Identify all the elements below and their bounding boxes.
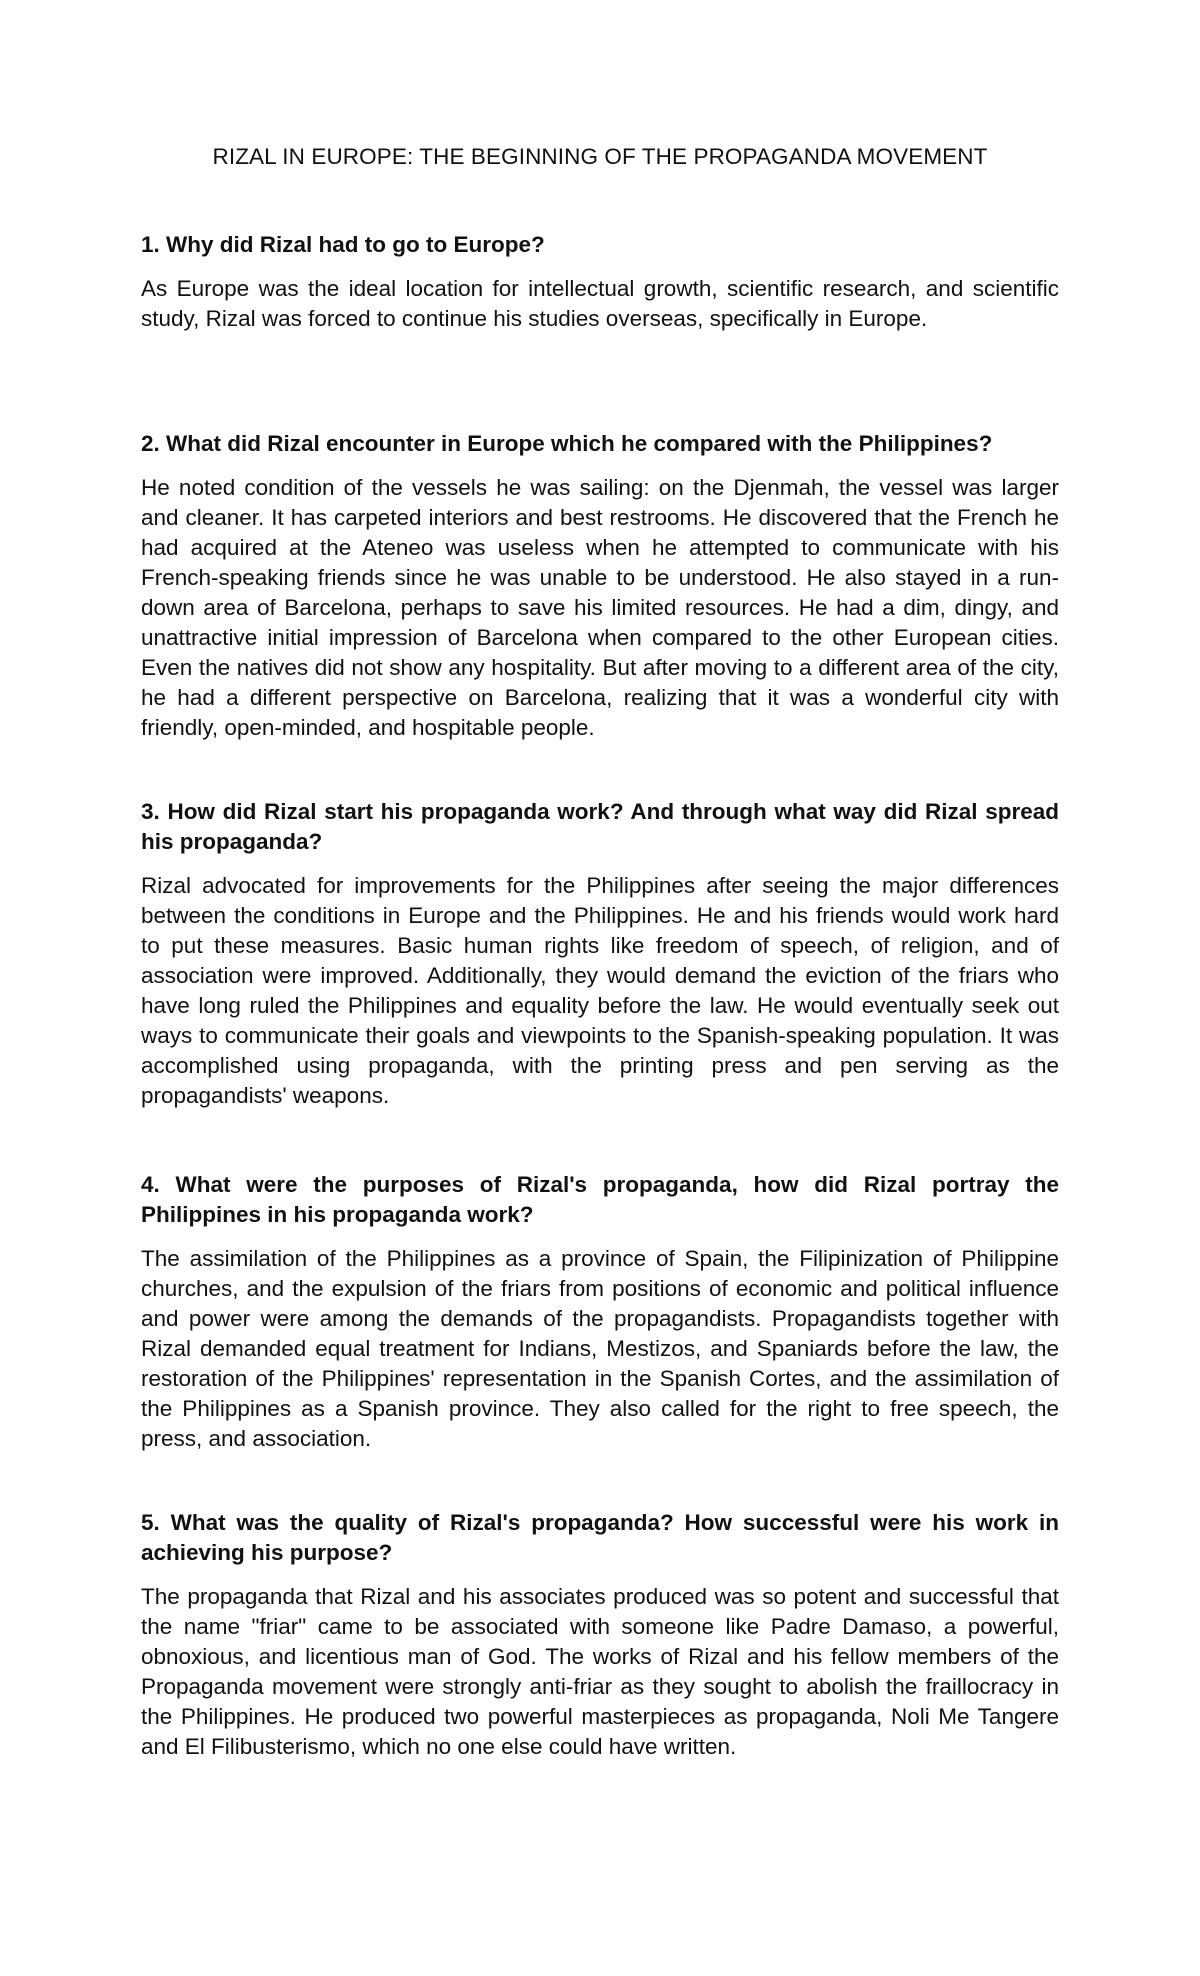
- section-4: [141, 1170, 1059, 1454]
- question-3: 3. How did Rizal start his propaganda work? And through what way did Rizal spread his propaganda?: [141, 799, 1059, 854]
- document-title: RIZAL IN EUROPE: THE BEGINNING OF THE PROPAGANDA MOVEMENT: [212, 144, 988, 169]
- question-1: 1. Why did Rizal had to go to Europe?: [141, 232, 545, 257]
- question-5: 5. What was the quality of Rizal's propaganda? How successful were his work in achieving his purpose?: [141, 1510, 1059, 1565]
- answer-5: The propaganda that Rizal and his associates produced was so potent and successful that the name "friar" came to be associated with someone like Padre Damaso, a powerful, obnoxious, and licentious man of God. The works of Rizal and his fellow members of the Propaganda movement were strongly anti-friar as they sought to abolish the fraillocracy in the Philippines. He produced two powerful masterpieces as propaganda, Noli Me Tangere and El Filibusterismo, which no one else could have written.: [141, 1584, 1059, 1759]
- answer-3: Rizal advocated for improvements for the Philippines after seeing the major differences between the conditions in Europe and the Philippines. He and his friends would work hard to put these measures. Basic human rights like freedom of speech, of religion, and of association were improved. Additionally, they would demand the eviction of the friars who have long ruled the Philippines and equality before the law. He would eventually seek out ways to communicate their goals and viewpoints to the Spanish-speaking population. It was accomplished using propaganda, with the printing press and pen serving as the propagandists' weapons.: [141, 873, 1059, 1108]
- section-1: [141, 230, 1059, 334]
- answer-4: The assimilation of the Philippines as a province of Spain, the Filipinization of Philippine churches, and the expulsion of the friars from positions of economic and political influence and power were among the demands of the propagandists. Propagandists together with Rizal demanded equal treatment for Indians, Mestizos, and Spaniards before the law, the restoration of the Philippines' representation in the Spanish Cortes, and the assimilation of the Philippines as a Spanish province. They also called for the right to free speech, the press, and association.: [141, 1246, 1059, 1451]
- answer-2: He noted condition of the vessels he was sailing: on the Djenmah, the vessel was larger and cleaner. It has carpeted interiors and best restrooms. He discovered that the French he had acquired at the Ateneo was useless when he attempted to communicate with his French-speaking friends since he was unable to be understood. He also stayed in a run-down area of Barcelona, perhaps to save his limited resources. He had a dim, dingy, and unattractive initial impression of Barcelona when compared to the other European cities. Even the natives did not show any hospitality. But after moving to a different area of the city, he had a different perspective on Barcelona, realizing that it was a wonderful city with friendly, open-minded, and hospitable people.: [141, 475, 1059, 740]
- question-4: 4. What were the purposes of Rizal's propaganda, how did Rizal portray the Philippines in his propaganda work?: [141, 1172, 1059, 1227]
- section-3: [141, 797, 1059, 1111]
- answer-1: As Europe was the ideal location for intellectual growth, scientific research, and scientific study, Rizal was forced to continue his studies overseas, specifically in Europe.: [141, 276, 1059, 331]
- section-2: [141, 429, 1059, 743]
- section-5: [141, 1508, 1059, 1762]
- question-2: 2. What did Rizal encounter in Europe which he compared with the Philippines?: [141, 431, 993, 456]
